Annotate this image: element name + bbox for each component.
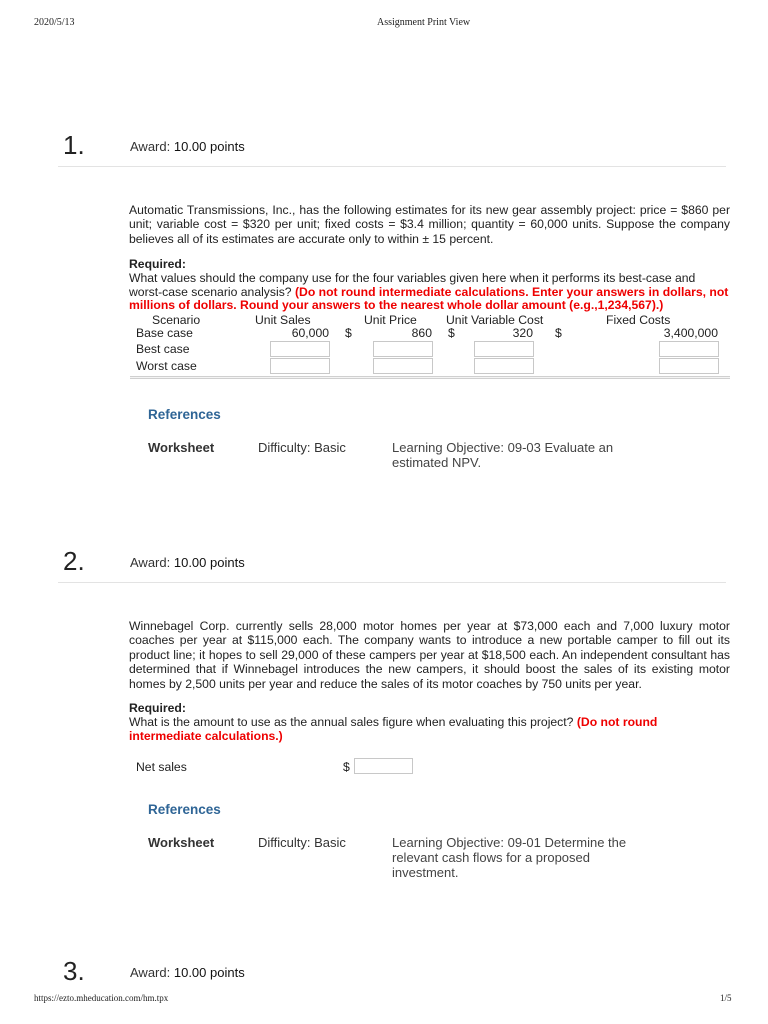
required-label: Required: [129, 257, 186, 271]
question-1-difficulty: Difficulty: Basic [258, 440, 346, 455]
question-2-worksheet-link[interactable]: Worksheet [148, 835, 215, 850]
worst-unit-price-input[interactable] [373, 358, 433, 374]
award-points: 10.00 points [173, 965, 245, 980]
row-label-base-case: Base case [136, 326, 193, 340]
base-unit-variable-cost: 320 [512, 326, 533, 340]
question-1-number: 1. [63, 130, 85, 160]
award-points: 10.00 points [173, 139, 245, 154]
question-2-difficulty: Difficulty: Basic [258, 835, 346, 850]
award-label: Award: [130, 555, 171, 570]
question-3-number: 3. [63, 956, 85, 986]
question-2-divider [58, 582, 726, 583]
best-unit-price-input[interactable] [373, 341, 433, 357]
col-header-unit-sales: Unit Sales [255, 313, 311, 327]
base-fixed-costs: 3,400,000 [663, 326, 718, 340]
currency-sign: $ [555, 326, 562, 340]
page-title: Assignment Print View [377, 17, 471, 28]
currency-sign: $ [345, 326, 352, 340]
required-text: What is the amount to use as the annual sales figure when evaluating this project? [129, 714, 577, 729]
row-label-best-case: Best case [136, 342, 190, 356]
award-label: Award: [130, 139, 171, 154]
question-2-award [130, 555, 245, 570]
required-instructions: (Do not round intermediate calculations.) [129, 714, 658, 743]
required-label: Required: [129, 701, 186, 715]
currency-sign: $ [448, 326, 455, 340]
net-sales-label: Net sales [136, 760, 187, 774]
col-header-fixed-costs: Fixed Costs [606, 313, 671, 327]
currency-sign: $ [343, 760, 350, 774]
worst-fixed-costs-input[interactable] [659, 358, 719, 374]
footer-url: https://ezto.mheducation.com/hm.tpx [34, 993, 169, 1003]
required-instructions: (Do not round intermediate calculations. Enter your answers in dollars, not millions of dollars. Round your answers to the nearest whole dollar amount (e.g.,1,234,567).) [129, 284, 729, 313]
col-header-unit-variable-cost: Unit Variable Cost [446, 313, 544, 327]
row-label-worst-case: Worst case [136, 359, 197, 373]
question-1-divider [58, 166, 726, 167]
worst-unit-sales-input[interactable] [270, 358, 330, 374]
best-unit-sales-input[interactable] [270, 341, 330, 357]
base-unit-price: 860 [411, 326, 432, 340]
question-2-learning-objective: Learning Objective: 09-01 Determine the relevant cash flows for a proposed investment. [392, 835, 627, 880]
question-2-required [129, 702, 730, 743]
question-2-number: 2. [63, 546, 85, 576]
net-sales-input[interactable] [354, 758, 413, 774]
col-header-scenario: Scenario [152, 313, 201, 327]
table-bottom-rule [130, 376, 730, 379]
award-points: 10.00 points [173, 555, 245, 570]
best-unit-variable-cost-input[interactable] [474, 341, 534, 357]
question-3-award [130, 965, 245, 980]
col-header-unit-price: Unit Price [364, 313, 417, 327]
question-1-required [129, 258, 730, 313]
base-unit-sales: 60,000 [291, 326, 329, 340]
required-text: What values should the company use for the four variables given here when it performs its best-case and worst-case scenario analysis? [129, 270, 696, 299]
best-fixed-costs-input[interactable] [659, 341, 719, 357]
print-date: 2020/5/13 [34, 17, 75, 28]
question-1-problem: Automatic Transmissions, Inc., has the following estimates for its new gear assembly project: price = $860 per unit; variable cost = $320 per unit; fixed costs = $3.4 million; quantity = 60,000 units. Suppose the company believes all of its estimates are accurate only to within ± 15 percent. [129, 203, 730, 246]
award-label: Award: [130, 965, 171, 980]
footer-page-number: 1/5 [720, 993, 732, 1003]
question-1-references-link[interactable]: References [148, 407, 221, 422]
question-2-references-link[interactable]: References [148, 802, 221, 817]
worst-unit-variable-cost-input[interactable] [474, 358, 534, 374]
question-1-award [130, 139, 245, 154]
question-2-problem: Winnebagel Corp. currently sells 28,000 motor homes per year at $73,000 each and 7,000 luxury motor coaches per year at $115,000 each. The company wants to introduce a new portable camper to fill out its product line; it hopes to sell 29,000 of these campers per year at $18,500 each. An independent consultant has determined that if Winnebagel introduces the new campers, it should boost the sales of its existing motor homes by 2,500 units per year and reduce the sales of its motor coaches by 750 units per year. [129, 619, 730, 691]
question-1-learning-objective: Learning Objective: 09-03 Evaluate an estimated NPV. [392, 440, 614, 470]
question-1-worksheet-link[interactable]: Worksheet [148, 440, 215, 455]
